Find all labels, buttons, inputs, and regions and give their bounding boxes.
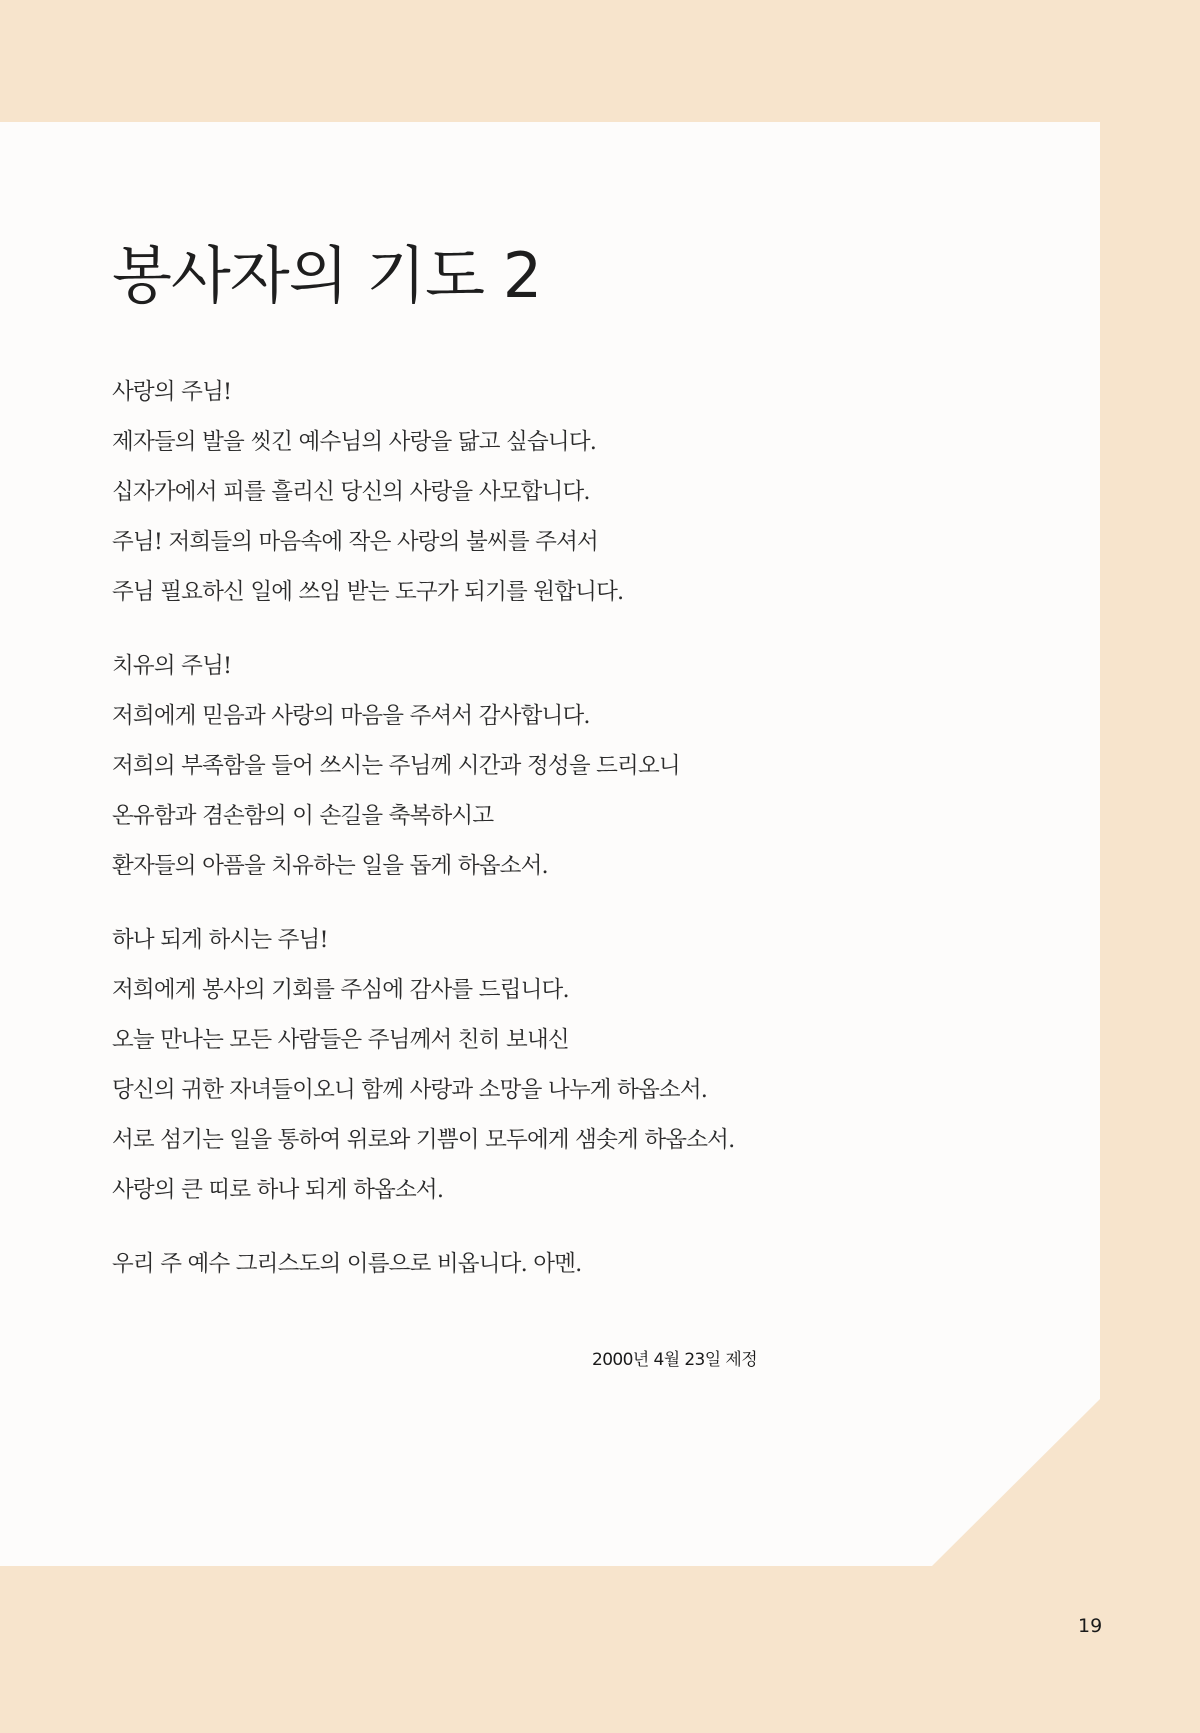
prayer-line: 오늘 만나는 모든 사람들은 주님께서 친히 보내신: [112, 1027, 569, 1053]
prayer-line: 치유의 주님!: [112, 653, 232, 679]
prayer-line: 십자가에서 피를 흘리신 당신의 사랑을 사모합니다.: [112, 479, 590, 505]
prayer-stanza-4: [112, 1239, 912, 1289]
prayer-stanza-1: [112, 367, 912, 617]
prayer-line: 당신의 귀한 자녀들이오니 함께 사랑과 소망을 나누게 하옵소서.: [112, 1077, 708, 1103]
prayer-line: 저희에게 믿음과 사랑의 마음을 주셔서 감사합니다.: [112, 703, 590, 729]
page-number: 19: [1078, 1615, 1103, 1637]
prayer-line: 온유함과 겸손함의 이 손길을 축복하시고: [112, 803, 494, 829]
prayer-line: 저희의 부족함을 들어 쓰시는 주님께 시간과 정성을 드리오니: [112, 753, 680, 779]
page-title: 봉사자의 기도 2: [112, 239, 542, 312]
prayer-line: 환자들의 아픔을 치유하는 일을 돕게 하옵소서.: [112, 853, 548, 879]
prayer-line: 사랑의 주님!: [112, 379, 232, 405]
prayer-line: 저희에게 봉사의 기회를 주심에 감사를 드립니다.: [112, 977, 569, 1003]
prayer-line: 하나 되게 하시는 주님!: [112, 927, 328, 953]
prayer-line: 제자들의 발을 씻긴 예수님의 사랑을 닮고 싶습니다.: [112, 429, 597, 455]
prayer-line: 서로 섬기는 일을 통하여 위로와 기쁨이 모두에게 샘솟게 하옵소서.: [112, 1127, 735, 1153]
prayer-stanza-3: [112, 915, 912, 1215]
prayer-line: 사랑의 큰 띠로 하나 되게 하옵소서.: [112, 1177, 444, 1203]
prayer-line: 주님 필요하신 일에 쓰임 받는 도구가 되기를 원합니다.: [112, 579, 624, 605]
enactment-date: 2000년 4월 23일 제정: [592, 1350, 758, 1370]
prayer-stanza-2: [112, 641, 912, 891]
prayer-closing-line: 우리 주 예수 그리스도의 이름으로 비옵니다. 아멘.: [112, 1251, 582, 1277]
prayer-body: [112, 367, 912, 1313]
prayer-line: 주님! 저희들의 마음속에 작은 사랑의 불씨를 주셔서: [112, 529, 598, 555]
